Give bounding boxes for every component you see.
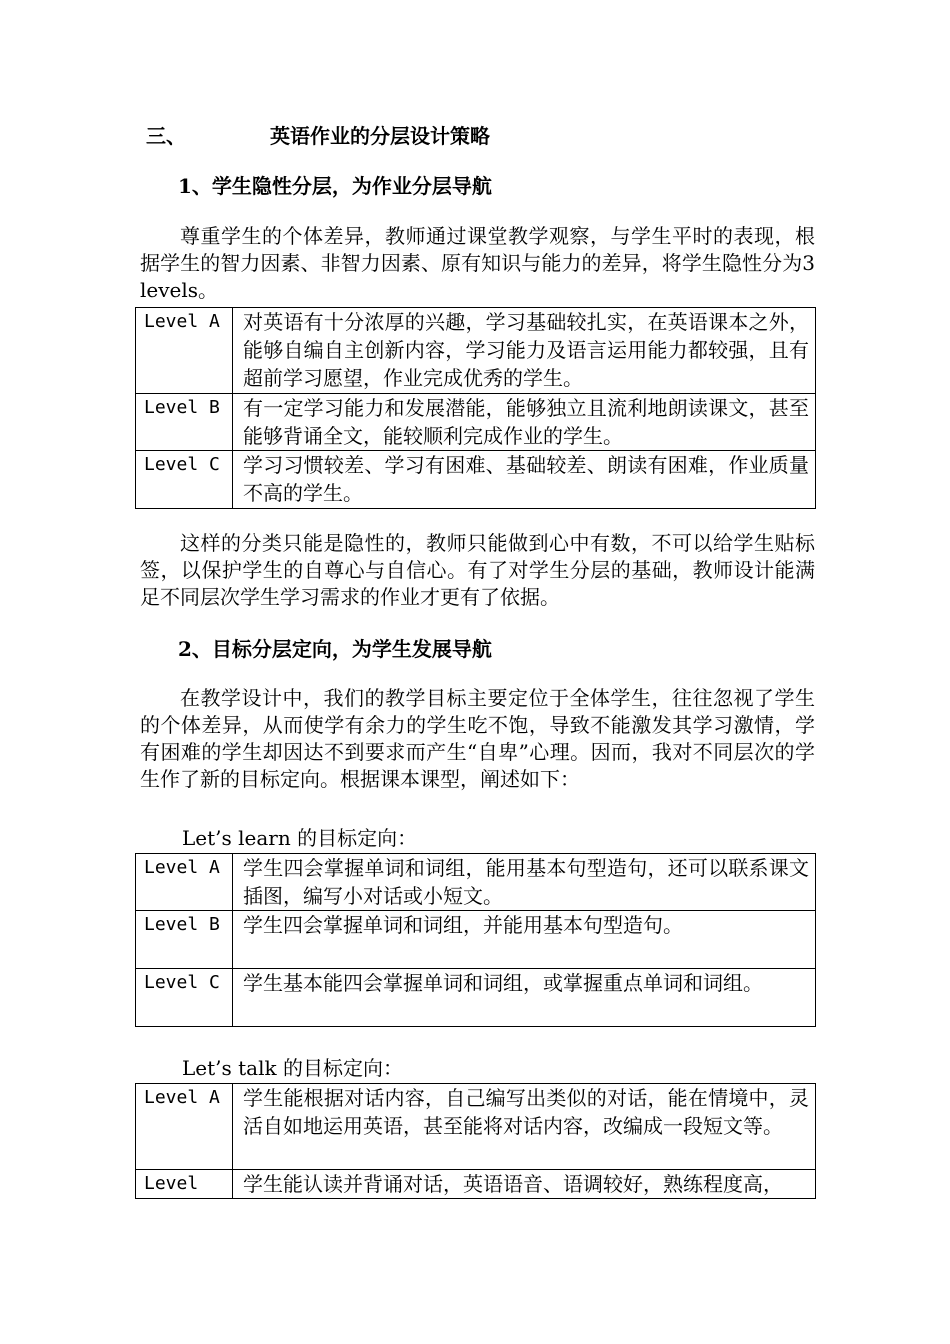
level-description: 学生四会掌握单词和词组，能用基本句型造句，还可以联系课文插图，编写小对话或小短文。 (233, 854, 816, 911)
student-level-table (135, 307, 816, 509)
level-description: 学生四会掌握单词和词组，并能用基本句型造句。 (233, 911, 816, 969)
level-label: Level C (136, 451, 233, 509)
level-description: 学生能根据对话内容，自己编写出类似的对话，能在情境中，灵活自如地运用英语，甚至能将对话内容，改编成一段短文等。 (233, 1084, 816, 1170)
level-description: 学生能认读并背诵对话，英语语音、语调较好，熟练程度高， (233, 1170, 816, 1199)
subsection-2-intro: 在教学设计中，我们的教学目标主要定位于全体学生，往往忽视了学生的个体差异，从而使学有余力的学生吃不饱，导致不能激发其学习激情，学有困难的学生却因达不到要求而产生“自卑”心理。因而，我对不同层次的学生作了新的目标定向。根据课本课型，阐述如下： (140, 686, 815, 791)
subsection-2-heading: 2、目标分层定向，为学生发展导航 (178, 637, 492, 661)
table-row (136, 394, 816, 451)
table-row (136, 1084, 816, 1170)
section-title: 英语作业的分层设计策略 (270, 124, 490, 148)
table-row (136, 451, 816, 509)
lets-learn-table (135, 853, 816, 1027)
level-description: 学习习惯较差、学习有困难、基础较差、朗读有困难，作业质量不高的学生。 (233, 451, 816, 509)
level-label: Level A (136, 308, 233, 394)
section-number: 三、 (146, 124, 186, 148)
level-label: Level C (136, 969, 233, 1027)
level-label: Level B (136, 394, 233, 451)
table-row (136, 969, 816, 1027)
table-row (136, 1170, 816, 1199)
level-description: 对英语有十分浓厚的兴趣，学习基础较扎实，在英语课本之外，能够自编自主创新内容，学习能力及语言运用能力都较强，且有超前学习愿望，作业完成优秀的学生。 (233, 308, 816, 394)
table-row (136, 308, 816, 394)
level-label: Level (136, 1170, 233, 1199)
subsection-1-conclusion: 这样的分类只能是隐性的，教师只能做到心中有数，不可以给学生贴标签，以保护学生的自尊心与自信心。有了对学生分层的基础，教师设计能满足不同层次学生学习需求的作业才更有了依据。 (140, 531, 815, 609)
level-label: Level A (136, 854, 233, 911)
level-description: 有一定学习能力和发展潜能，能够独立且流利地朗读课文，甚至能够背诵全文，能较顺利完成作业的学生。 (233, 394, 816, 451)
section-heading (146, 122, 490, 150)
lets-learn-caption: Let’s learn 的目标定向： (182, 826, 418, 850)
table-row (136, 854, 816, 911)
level-description: 学生基本能四会掌握单词和词组，或掌握重点单词和词组。 (233, 969, 816, 1027)
lets-talk-caption: Let’s talk 的目标定向： (182, 1056, 403, 1080)
level-label: Level A (136, 1084, 233, 1170)
table-row (136, 911, 816, 969)
lets-talk-table (135, 1083, 816, 1199)
subsection-1-heading: 1、学生隐性分层，为作业分层导航 (178, 174, 492, 198)
level-label: Level B (136, 911, 233, 969)
subsection-1-intro: 尊重学生的个体差异，教师通过课堂教学观察，与学生平时的表现，根据学生的智力因素、非智力因素、原有知识与能力的差异，将学生隐性分为3 levels。 (140, 224, 815, 302)
